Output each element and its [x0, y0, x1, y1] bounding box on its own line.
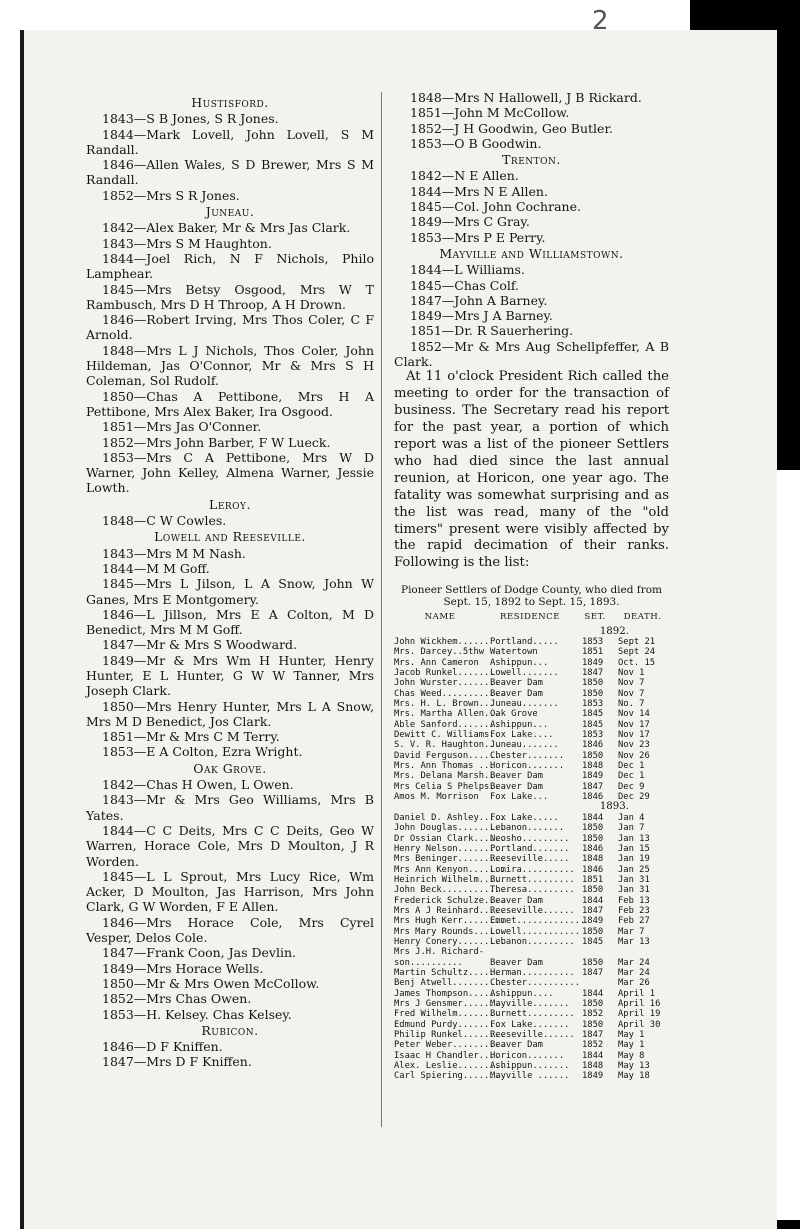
death-table-row — [394, 865, 669, 875]
row-settled: 1845 — [582, 719, 604, 730]
settler-entry: 1852—Mr & Mrs Aug Schellpfeffer, A B Clark. — [394, 338, 669, 370]
row-settled: 1847 — [582, 781, 604, 792]
year-1893: 1893. — [599, 801, 629, 813]
death-table-title: Pioneer Settlers of Dodge County, who died from Sept. 15, 1892 to Sept. 15, 1893. — [401, 584, 662, 609]
row-residence: Horicon....... — [490, 761, 565, 772]
row-name: son.......... — [394, 957, 463, 968]
death-table-row — [394, 834, 669, 844]
settler-entry: 1848—C W Cowles. — [102, 513, 227, 529]
header-settled: SET. — [584, 612, 606, 623]
row-residence: Juneau....... — [490, 740, 559, 751]
death-table-row — [394, 916, 669, 926]
row-name: Amos M. Morrison — [394, 792, 479, 803]
death-table-row — [394, 978, 669, 988]
row-settled: 1852 — [582, 1040, 604, 1051]
row-death: Nov 7 — [618, 678, 645, 689]
row-death: Jan 4 — [618, 812, 645, 823]
row-death: May 13 — [618, 1061, 650, 1072]
row-name: Carl Spiering....... — [394, 1071, 500, 1082]
row-residence: Portland..... — [490, 636, 559, 647]
death-table-row — [394, 958, 669, 968]
settler-entry: 1845—Chas Colf. — [410, 277, 520, 293]
row-death: Feb 27 — [618, 916, 650, 927]
row-settled: 1850 — [582, 678, 604, 689]
row-settled: 1849 — [582, 1071, 604, 1082]
row-name: Mrs Hugh Kerr........ — [394, 916, 506, 927]
settler-entry: 1848—Mrs L J Nichols, Thos Coler, John Hildeman, Jas O'Connor, Mr & Mrs S H Coleman, Sol Rudolf. — [86, 342, 374, 389]
row-residence: Burnett......... — [490, 874, 575, 885]
death-table-row — [394, 937, 669, 947]
row-residence: Beaver Dam — [490, 771, 543, 782]
death-table-row — [394, 999, 669, 1009]
row-death: May 1 — [618, 1030, 645, 1041]
settler-entry: 1843—Mrs S M Haughton. — [102, 235, 272, 251]
row-death: Feb 13 — [618, 895, 650, 906]
row-residence: Chester....... — [490, 750, 565, 761]
row-settled: 1851 — [582, 647, 604, 658]
row-name: Mrs Mary Rounds...... — [394, 926, 506, 937]
row-death: Feb 23 — [618, 905, 650, 916]
settler-entry: 1849—Mr & Mrs Wm H Hunter, Henry Hunter, E L Hunter, G W W Tanner, Mrs Joseph Clark. — [86, 652, 374, 699]
row-name: Mrs J Gensmer....... — [394, 999, 500, 1010]
row-residence: Theresa......... — [490, 885, 575, 896]
row-residence: Watertown — [490, 647, 538, 658]
row-death: May 18 — [618, 1071, 650, 1082]
row-name: Mrs. H. L. Brown... — [394, 698, 495, 709]
row-name: Martin Schultz....... — [394, 967, 506, 978]
section-heading: Leroy. — [209, 496, 251, 512]
settler-entry: 1847—Mr & Mrs S Woodward. — [102, 637, 298, 653]
row-death: Mar 26 — [618, 978, 650, 989]
settler-entry: 1846—L Jillson, Mrs E A Colton, M D Benedict, Mrs M M Goff. — [86, 606, 374, 638]
settler-entry: 1850—Chas A Pettibone, Mrs H A Pettibone, Mrs Alex Baker, Ira Osgood. — [86, 388, 374, 419]
row-death: No. 7 — [618, 698, 645, 709]
death-table-row — [394, 1061, 669, 1071]
row-residence: Reeseville..... — [490, 854, 570, 865]
death-table-row — [394, 875, 669, 885]
settler-entry: 1845—Mrs Betsy Osgood, Mrs W T Rambusch, Mrs D H Throop, A H Drown. — [86, 281, 374, 312]
row-death: April 1 — [618, 988, 656, 999]
row-death: May 8 — [618, 1050, 645, 1061]
death-table-row — [394, 1020, 669, 1030]
row-residence: Ashippun....... — [490, 1061, 570, 1072]
row-death: Jan 15 — [618, 843, 650, 854]
settler-entry: 1847—John A Barney. — [410, 292, 548, 308]
row-settled: 1844 — [582, 1050, 604, 1061]
settler-entry: 1846—Mrs Horace Cole, Mrs Cyrel Vesper, Delos Cole. — [86, 914, 374, 946]
row-death: Oct. 15 — [618, 657, 656, 668]
death-table-row — [394, 761, 669, 771]
row-settled: 1853 — [582, 698, 604, 709]
row-settled: 1850 — [582, 688, 604, 699]
settler-entry: 1845—Col. John Cochrane. — [410, 199, 581, 215]
row-death: Nov 26 — [618, 750, 650, 761]
row-death: Dec 1 — [618, 761, 645, 772]
settler-entry: 1853—Mrs C A Pettibone, Mrs W D Warner, John Kelley, Almena Warner, Jessie Lowth. — [86, 449, 374, 496]
settler-entry: 1852—Mrs Chas Owen. — [102, 991, 252, 1007]
settler-entry: 1843—Mrs M M Nash. — [102, 545, 246, 561]
row-settled: 1853 — [582, 636, 604, 647]
row-residence: Lomira.......... — [490, 864, 575, 875]
row-residence: Reeseville...... — [490, 905, 575, 916]
settler-entry: 1842—N E Allen. — [410, 168, 519, 184]
death-table-row — [394, 1030, 669, 1040]
row-name: Alex. Leslie......... — [394, 1061, 506, 1072]
row-name: Daniel D. Ashley..... — [394, 812, 506, 823]
row-death: Nov 23 — [618, 740, 650, 751]
death-table-row — [394, 771, 669, 781]
settler-entry: 1844—C C Deits, Mrs C C Deits, Geo W Warren, Horace Cole, Mrs D Moulton, J R Worden. — [86, 822, 374, 869]
row-settled — [582, 947, 618, 957]
page-number: 2 — [592, 6, 609, 36]
row-name: S. V. R. Haughton... — [394, 740, 500, 751]
row-settled: 1848 — [582, 1061, 604, 1072]
row-death: Nov 17 — [618, 730, 650, 741]
settler-entry: 1844—L Williams. — [410, 262, 525, 278]
row-settled: 1850 — [582, 957, 604, 968]
death-table-row — [394, 968, 669, 978]
death-table-header — [394, 610, 669, 625]
row-name: Edmund Purdy........ — [394, 1019, 500, 1030]
section-heading: Juneau. — [205, 204, 255, 220]
row-settled: 1844 — [582, 895, 604, 906]
row-name: Philip Runkel........ — [394, 1030, 506, 1041]
settler-entry: 1853—Mrs P E Perry. — [410, 229, 546, 245]
death-table-row — [394, 844, 669, 854]
settler-entry: 1843—S B Jones, S R Jones. — [102, 111, 279, 127]
death-table-row — [394, 720, 669, 730]
death-rows-1892 — [394, 637, 669, 803]
row-settled: 1850 — [582, 750, 604, 761]
row-settled: 1844 — [582, 988, 604, 999]
row-death: Jan 25 — [618, 864, 650, 875]
row-name: Mrs. Ann Thomas ... — [394, 761, 495, 772]
row-residence: Emmet............. — [490, 916, 586, 927]
death-table-row — [394, 782, 669, 792]
row-name: Henry Nelson......... — [394, 843, 506, 854]
row-residence: Lebanon......... — [490, 936, 575, 947]
row-name: Mrs J.H. Richard- — [394, 947, 485, 958]
row-name: David Ferguson...... — [394, 750, 500, 761]
row-settled: 1849 — [582, 657, 604, 668]
row-residence: Mayville....... — [490, 999, 570, 1010]
settler-entry: 1851—John M McCollow. — [410, 105, 570, 121]
row-name: Mrs. Delana Marsh.. — [394, 771, 495, 782]
row-residence: Ashippun.... — [490, 988, 554, 999]
row-death: Mar 24 — [618, 967, 650, 978]
meeting-paragraph: At 11 o'clock President Rich called the meeting to order for the transaction of business. The Secretary read his report for the past year, a portion of which report was a list of the pioneer Settlers who had died since the last annual reunion, at Horicon, one year ago. The fatality was somewhat surprising and as the list was read, many of the "old timers" present were visibly affected by the rapid decimation of their ranks. Following is the list: — [394, 369, 669, 571]
row-name: John Beck............. — [394, 885, 511, 896]
row-name: John Wickhem...... — [394, 636, 490, 647]
row-residence: Herman.......... — [490, 967, 575, 978]
row-name: Mrs. Ann Cameron — [394, 657, 479, 668]
death-table-row — [394, 678, 669, 688]
row-residence: Oak Grove — [490, 709, 538, 720]
row-residence: Beaver Dam — [490, 957, 543, 968]
settler-entry: 1842—Chas H Owen, L Owen. — [102, 777, 294, 793]
row-death — [618, 947, 669, 957]
row-settled: 1849 — [582, 916, 604, 927]
death-table-row — [394, 947, 669, 957]
death-table-row — [394, 927, 669, 937]
row-name: Mrs A J Reinhard..... — [394, 905, 506, 916]
settler-entry: 1843—Mr & Mrs Geo Williams, Mrs B Yates. — [86, 792, 374, 823]
right-lead-entries — [394, 90, 669, 151]
row-residence: Neosho......... — [490, 833, 570, 844]
row-death: Jan 19 — [618, 854, 650, 865]
death-table-row — [394, 658, 669, 668]
row-settled: 1844 — [582, 812, 604, 823]
row-settled: 1850 — [582, 833, 604, 844]
death-table-row — [394, 1071, 669, 1081]
section-heading: Mayville and Williamstown. — [439, 245, 624, 261]
row-settled: 1845 — [582, 709, 604, 720]
settler-entry: 1846—Allen Wales, S D Brewer, Mrs S M Randall. — [86, 157, 374, 188]
row-death: Nov 1 — [618, 667, 645, 678]
right-column — [394, 90, 669, 1082]
row-death: April 19 — [618, 1009, 661, 1020]
row-residence: Lowell........... — [490, 926, 581, 937]
row-settled: 1846 — [582, 843, 604, 854]
row-name: James Thompson...... — [394, 988, 500, 999]
row-settled: 1850 — [582, 999, 604, 1010]
row-residence: Beaver Dam — [490, 688, 543, 699]
death-table-row — [394, 709, 669, 719]
row-residence: Lebanon....... — [490, 823, 565, 834]
section-heading: Oak Grove. — [193, 760, 267, 776]
row-name: Dewitt C. Williams.. — [394, 730, 500, 741]
death-table-row — [394, 896, 669, 906]
row-death: Jan 31 — [618, 874, 650, 885]
death-table-row — [394, 751, 669, 761]
row-name: Jacob Runkel....... — [394, 667, 495, 678]
row-death: May 1 — [618, 1040, 645, 1051]
row-settled: 1848 — [582, 761, 604, 772]
column-rule — [381, 92, 382, 1127]
death-table-row — [394, 885, 669, 895]
header-name: NAME — [424, 612, 456, 623]
settler-entry: 1847—Frank Coon, Jas Devlin. — [102, 945, 296, 961]
settler-entry: 1846—Robert Irving, Mrs Thos Coler, C F Arnold. — [86, 312, 374, 343]
death-table-row — [394, 1051, 669, 1061]
row-name: Fred Wilhelm........ — [394, 1009, 500, 1020]
row-residence: Juneau....... — [490, 698, 559, 709]
row-settled: 1847 — [582, 967, 604, 978]
row-residence: Ashippun... — [490, 657, 549, 668]
row-settled: 1850 — [582, 823, 604, 834]
settler-entry: 1849—Mrs J A Barney. — [410, 308, 553, 324]
row-death: Dec 1 — [618, 771, 645, 782]
row-residence: Fox Lake... — [490, 792, 549, 803]
year-1892: 1892. — [599, 625, 629, 637]
section-heading: Hustisford. — [191, 95, 269, 110]
row-residence: Fox Lake..... — [490, 812, 559, 823]
row-name: Peter Weber.......... — [394, 1040, 506, 1051]
row-death: Dec 9 — [618, 781, 645, 792]
row-settled: 1846 — [582, 864, 604, 875]
settler-entry: 1853—E A Colton, Ezra Wright. — [102, 744, 303, 760]
row-residence: Beaver Dam — [490, 895, 543, 906]
row-residence: Portland....... — [490, 843, 570, 854]
death-table-row — [394, 668, 669, 678]
settler-entry: 1852—Mrs S R Jones. — [102, 187, 240, 203]
row-settled: 1846 — [582, 740, 604, 751]
section-heading: Rubicon. — [201, 1022, 259, 1038]
settler-entry: 1842—Alex Baker, Mr & Mrs Jas Clark. — [102, 220, 351, 236]
row-name: Frederick Schulze.... — [394, 895, 506, 906]
row-residence: Mayville ...... — [490, 1071, 570, 1082]
settler-entry: 1844—M M Goff. — [102, 560, 210, 576]
row-residence: Chester.......... — [490, 978, 581, 989]
death-table-row — [394, 813, 669, 823]
row-name: Able Sanford........ — [394, 719, 500, 730]
row-name: Dr Ossian Clark...... — [394, 833, 506, 844]
row-name: Mrs Ann Kenyon....... — [394, 864, 506, 875]
row-settled: 1846 — [582, 792, 604, 803]
row-death: Jan 7 — [618, 823, 645, 834]
row-settled: 1849 — [582, 771, 604, 782]
settler-entry: 1849—Mrs Horace Wells. — [102, 960, 264, 976]
death-table-row — [394, 1040, 669, 1050]
row-death: Mar 7 — [618, 926, 645, 937]
row-settled — [582, 978, 618, 988]
row-death: Nov 14 — [618, 709, 650, 720]
death-table-row — [394, 906, 669, 916]
settler-entry: 1845—L L Sprout, Mrs Lucy Rice, Wm Acker, D Moulton, Jas Harrison, Mrs John Clark, G W Worden, F E Allen. — [86, 868, 374, 915]
row-residence — [490, 947, 582, 957]
section-heading: Lowell and Reeseville. — [154, 529, 306, 545]
row-death: Sept 24 — [618, 647, 656, 658]
death-table-row — [394, 637, 669, 647]
settler-entry: 1844—Mrs N E Allen. — [410, 183, 548, 199]
row-residence: Horicon....... — [490, 1050, 565, 1061]
row-residence: Lowell....... — [490, 667, 559, 678]
header-residence: RESIDENCE — [499, 612, 561, 623]
settler-entry: 1844—Mark Lovell, John Lovell, S M Randall. — [86, 126, 374, 157]
settler-entry: 1850—Mr & Mrs Owen McCollow. — [102, 975, 320, 991]
settler-entry: 1852—Mrs John Barber, F W Lueck. — [102, 434, 331, 450]
settler-entry: 1848—Mrs N Hallowell, J B Rickard. — [410, 90, 642, 105]
section-heading: Trenton. — [502, 152, 561, 168]
row-death: Nov 7 — [618, 688, 645, 699]
death-table-row — [394, 730, 669, 740]
death-table-row — [394, 699, 669, 709]
row-settled: 1850 — [582, 1019, 604, 1030]
row-settled: 1845 — [582, 936, 604, 947]
row-residence: Beaver Dam — [490, 781, 543, 792]
row-name: Mrs Celia S Phelps.. — [394, 781, 500, 792]
row-residence: Fox Lake....... — [490, 1019, 570, 1030]
row-name: Henry Conery......... — [394, 936, 506, 947]
row-name: Mrs. Darcey..5thw — [394, 647, 485, 658]
settler-entry: 1845—Mrs L Jilson, L A Snow, John W Ganes, Mrs E Montgomery. — [86, 576, 374, 607]
settler-entry: 1851—Mr & Mrs C M Terry. — [102, 729, 280, 745]
row-name: John Douglas......... — [394, 823, 506, 834]
death-rows-1893 — [394, 813, 669, 1082]
row-death: Jan 13 — [618, 833, 650, 844]
row-settled: 1851 — [582, 874, 604, 885]
settler-entry: 1853—O B Goodwin. — [410, 135, 542, 151]
row-settled: 1853 — [582, 730, 604, 741]
death-table-row — [394, 689, 669, 699]
row-settled: 1847 — [582, 1030, 604, 1041]
row-residence: Reeseville...... — [490, 1030, 575, 1041]
row-name: Heinrich Wilhelm..... — [394, 874, 506, 885]
row-name: Benj Atwell.......... — [394, 978, 506, 989]
row-residence: Ashippun... — [490, 719, 549, 730]
settler-entry: 1849—Mrs C Gray. — [410, 214, 530, 230]
settler-entry: 1846—D F Kniffen. — [102, 1039, 223, 1055]
row-death: April 30 — [618, 1019, 661, 1030]
settler-entry: 1852—J H Goodwin, Geo Butler. — [410, 120, 614, 136]
row-settled: 1847 — [582, 667, 604, 678]
death-table-row — [394, 823, 669, 833]
row-name: Mrs Beninger......... — [394, 854, 506, 865]
row-settled: 1847 — [582, 905, 604, 916]
row-death: April 16 — [618, 999, 661, 1010]
settler-entry: 1844—Joel Rich, N F Nichols, Philo Lamphear. — [86, 250, 374, 282]
row-settled: 1852 — [582, 1009, 604, 1020]
row-name: Isaac H Chandler.... — [394, 1050, 500, 1061]
row-death: Mar 13 — [618, 936, 650, 947]
row-death: Jan 31 — [618, 885, 650, 896]
row-residence: Fox Lake.... — [490, 730, 554, 741]
settler-entry: 1853—H. Kelsey. Chas Kelsey. — [102, 1006, 292, 1022]
row-settled: 1848 — [582, 854, 604, 865]
row-death: Nov 17 — [618, 719, 650, 730]
death-table-row — [394, 1009, 669, 1019]
row-death: Dec 29 — [618, 792, 650, 803]
settler-entry: 1851—Dr. R Sauerhering. — [410, 323, 574, 339]
row-residence: Burnett......... — [490, 1009, 575, 1020]
row-settled: 1850 — [582, 926, 604, 937]
row-death: Mar 24 — [618, 957, 650, 968]
row-death: Sept 21 — [618, 636, 656, 647]
death-table-row — [394, 854, 669, 864]
row-residence: Beaver Dam — [490, 1040, 543, 1051]
header-death: DEATH. — [623, 612, 662, 623]
settler-entry: 1850—Mrs Henry Hunter, Mrs L A Snow, Mrs M D Benedict, Jos Clark. — [86, 698, 374, 729]
row-name: Mrs. Martha Allen... — [394, 709, 500, 720]
row-name: John Wurster........ — [394, 678, 500, 689]
left-column — [86, 94, 374, 1070]
death-table-row — [394, 989, 669, 999]
row-residence: Beaver Dam — [490, 678, 543, 689]
settler-entry: 1847—Mrs D F Kniffen. — [102, 1054, 252, 1070]
settler-entry: 1851—Mrs Jas O'Conner. — [102, 419, 262, 435]
death-table-row — [394, 647, 669, 657]
right-sections — [394, 152, 669, 369]
row-name: Chas Weed............ — [394, 688, 506, 699]
death-table-row — [394, 740, 669, 750]
row-settled: 1850 — [582, 885, 604, 896]
